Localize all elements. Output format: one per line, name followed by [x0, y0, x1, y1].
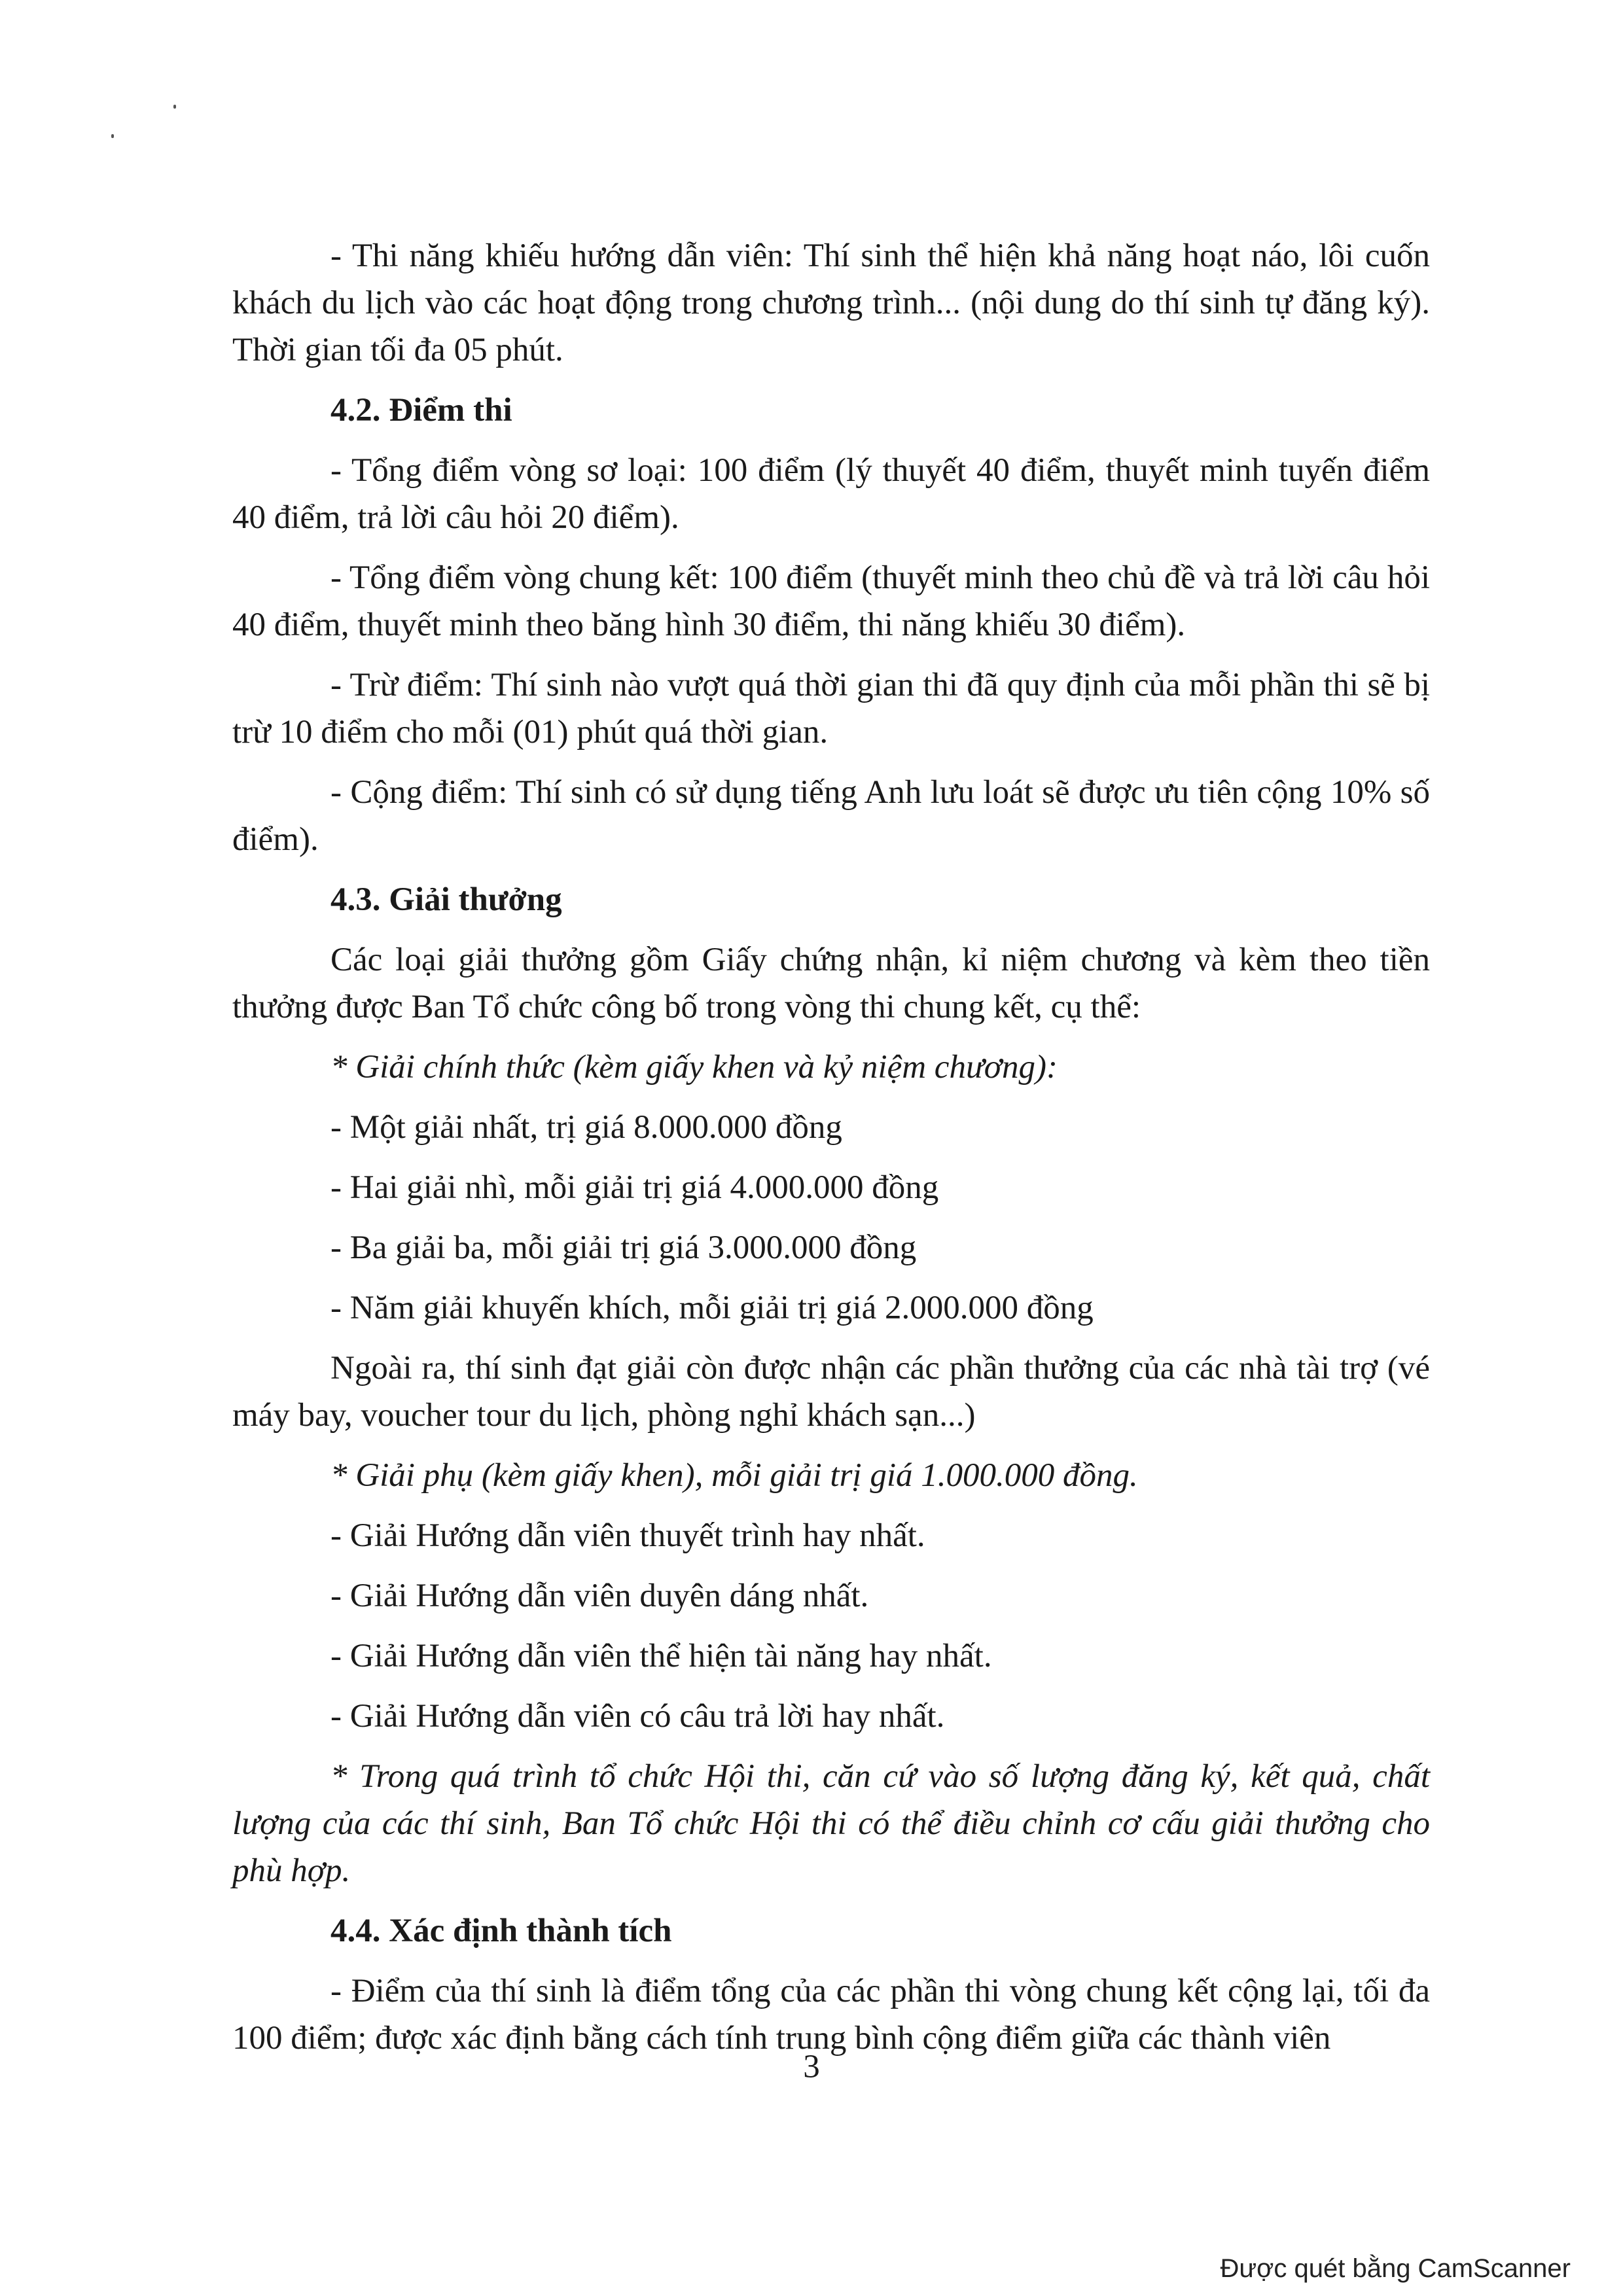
sub-prizes-title: * Giải phụ (kèm giấy khen), mỗi giải trị giá 1.000.000 đồng.	[330, 1457, 1138, 1494]
list-item: - Năm giải khuyến khích, mỗi giải trị giá 2.000.000 đồng	[330, 1290, 1094, 1326]
paragraph-achievement: - Điểm của thí sinh là điểm tổng của các phần thi vòng chung kết cộng lại, tối đa 100 điểm; được xác định bằng cách tính trung bình cộng điểm giữa các thành viên	[232, 1973, 1430, 2057]
list-item: - Hai giải nhì, mỗi giải trị giá 4.000.000 đồng	[330, 1169, 939, 1206]
heading-4-3: 4.3. Giải thưởng	[330, 881, 562, 918]
heading-4-2: 4.2. Điểm thi	[330, 392, 512, 429]
list-item: - Giải Hướng dẫn viên có câu trả lời hay nhất.	[330, 1698, 945, 1735]
camscanner-watermark: Được quét bằng CamScanner	[1220, 2254, 1571, 2283]
paragraph-final-score: - Tổng điểm vòng chung kết: 100 điểm (thuyết minh theo chủ đề và trả lời câu hỏi 40 điểm, thuyết minh theo băng hình 30 điểm, thi năng khiếu 30 điểm).	[232, 559, 1430, 643]
paragraph-bonus: - Cộng điểm: Thí sinh có sử dụng tiếng Anh lưu loát sẽ được ưu tiên cộng 10% số điểm).	[232, 774, 1430, 858]
list-item: - Một giải nhất, trị giá 8.000.000 đồng	[330, 1109, 842, 1146]
paragraph-sponsors: Ngoài ra, thí sinh đạt giải còn được nhận các phần thưởng của các nhà tài trợ (vé máy bay, voucher tour du lịch, phòng nghỉ khách sạn...)	[232, 1350, 1430, 1434]
paragraph-preliminary-score: - Tổng điểm vòng sơ loại: 100 điểm (lý thuyết 40 điểm, thuyết minh tuyến điểm 40 điểm, trả lời câu hỏi 20 điểm).	[232, 452, 1430, 536]
page-number: 3	[803, 2049, 820, 2085]
document-body	[232, 232, 1430, 2062]
scan-speck	[173, 105, 176, 109]
list-item: - Ba giải ba, mỗi giải trị giá 3.000.000 đồng	[330, 1229, 917, 1266]
paragraph-prizes-intro: Các loại giải thưởng gồm Giấy chứng nhận, kỉ niệm chương và kèm theo tiền thưởng được Ban Tổ chức công bố trong vòng thi chung kết, cụ thể:	[232, 942, 1430, 1025]
paragraph-note: * Trong quá trình tổ chức Hội thi, căn cứ vào số lượng đăng ký, kết quả, chất lượng của các thí sinh, Ban Tổ chức Hội thi có thể điều chỉnh cơ cấu giải thưởng cho phù hợp.	[232, 1758, 1430, 1889]
scan-speck	[111, 134, 114, 138]
paragraph-deduction: - Trừ điểm: Thí sinh nào vượt quá thời gian thi đã quy định của mỗi phần thi sẽ bị trừ 10 điểm cho mỗi (01) phút quá thời gian.	[232, 667, 1430, 751]
heading-4-4: 4.4. Xác định thành tích	[330, 1913, 672, 1949]
list-item: - Giải Hướng dẫn viên thuyết trình hay nhất.	[330, 1517, 925, 1554]
official-prizes-title: * Giải chính thức (kèm giấy khen và kỷ niệm chương):	[330, 1049, 1058, 1086]
list-item: - Giải Hướng dẫn viên thể hiện tài năng hay nhất.	[330, 1638, 992, 1674]
list-item: - Giải Hướng dẫn viên duyên dáng nhất.	[330, 1578, 869, 1614]
paragraph-talent: - Thi năng khiếu hướng dẫn viên: Thí sinh thể hiện khả năng hoạt náo, lôi cuốn khách du lịch vào các hoạt động trong chương trình... (nội dung do thí sinh tự đăng ký). Thời gian tối đa 05 phút.	[232, 238, 1430, 368]
